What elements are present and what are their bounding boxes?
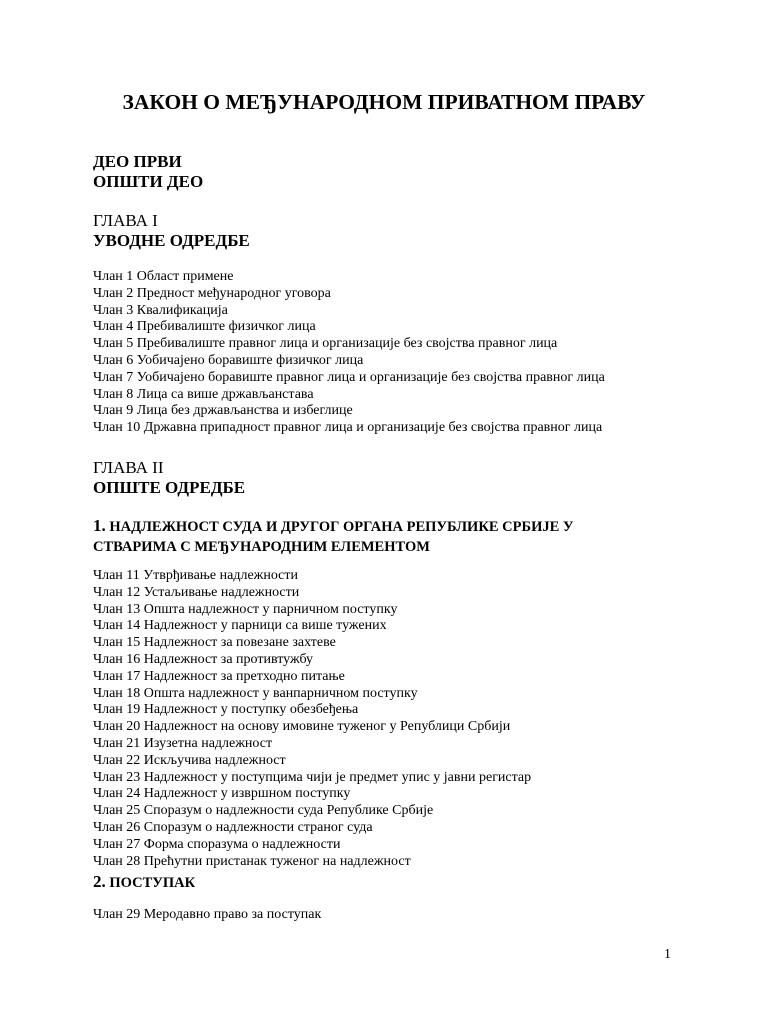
article-item: Члан 15 Надлежност за повезане захтеве	[93, 635, 336, 651]
article-item: Члан 17 Надлежност за претходно питање	[93, 668, 345, 684]
article-item: Члан 5 Пребивалиште правног лица и организације без својства правног лица	[93, 336, 558, 352]
article-item: Члан 16 Надлежност за противтужбу	[93, 651, 314, 667]
article-item: Члан 26 Споразум о надлежности страног суда	[93, 819, 373, 835]
article-item: Члан 10 Државна припадност правног лица и организације без својства правног лица	[93, 420, 603, 436]
section-2-article-list	[93, 907, 321, 924]
section-2-number: 2.	[93, 872, 106, 891]
article-item: Члан 11 Утврђивање надлежности	[93, 568, 299, 583]
section-1-number: 1.	[93, 516, 106, 535]
article-item: Члан 20 Надлежност на основу имовине туженог у Републици Србији	[93, 719, 511, 735]
section-1-title-line-2: СТВАРИМА С МЕЂУНАРОДНИМ ЕЛЕМЕНТОМ	[93, 539, 430, 555]
chapter-2-label: ГЛАВА II	[93, 458, 164, 477]
article-item: Члан 24 Надлежност у извршном поступку	[93, 786, 351, 802]
section-1-title-first: НАДЛЕЖНОСТ СУДА И ДРУГОГ ОРГАНА РЕПУБЛИКЕ СРБИЈЕ У	[109, 519, 574, 535]
chapter-1-name: УВОДНЕ ОДРЕДБЕ	[93, 231, 250, 250]
article-item: Члан 3 Квалификација	[93, 302, 228, 318]
section-1-heading	[93, 516, 693, 557]
section-1-title-line-1	[93, 516, 693, 537]
article-item: Члан 21 Изузетна надлежност	[93, 735, 273, 751]
article-item: Члан 2 Предност међународног уговора	[93, 285, 331, 301]
chapter-1-article-list	[93, 269, 605, 437]
article-item: Члан 22 Искључива надлежност	[93, 752, 286, 768]
section-2-title: ПОСТУПАК	[109, 875, 196, 891]
article-item: Члан 8 Лица са више држављанстава	[93, 386, 314, 402]
article-item: Члан 23 Надлежност у поступцима чији је предмет упис у јавни регистар	[93, 769, 532, 785]
part-name: ОПШТИ ДЕО	[93, 172, 204, 191]
page-number: 1	[664, 947, 671, 962]
document-title: ЗАКОН О МЕЂУНАРОДНОМ ПРИВАТНОМ ПРАВУ	[122, 90, 646, 114]
article-item: Члан 13 Општа надлежност у парничном поступку	[93, 601, 398, 617]
article-item: Члан 27 Форма споразума о надлежности	[93, 836, 341, 852]
section-2-heading	[93, 872, 693, 893]
article-item: Члан 29 Меродавно право за поступак	[93, 907, 322, 922]
article-item: Члан 18 Општа надлежност у ванпарничном поступку	[93, 685, 418, 701]
article-item: Члан 6 Уобичајено боравиште физичког лица	[93, 352, 364, 368]
article-item: Члан 28 Прећутни пристанак туженог на надлежност	[93, 853, 411, 869]
article-item: Члан 9 Лица без држављанства и избеглице	[93, 403, 353, 419]
article-item: Члан 4 Пребивалиште физичког лица	[93, 319, 316, 335]
article-item: Члан 7 Уобичајено боравиште правног лица и организације без својства правног лица	[93, 369, 605, 385]
section-1-article-list	[93, 568, 531, 870]
part-label: ДЕО ПРВИ	[93, 152, 182, 171]
article-item: Члан 19 Надлежност у поступку обезбеђења	[93, 702, 359, 718]
article-item: Члан 1 Област примене	[93, 269, 234, 284]
article-item: Члан 12 Устаљивање надлежности	[93, 584, 300, 600]
chapter-2-name: ОПШТЕ ОДРЕДБЕ	[93, 478, 246, 497]
article-item: Члан 14 Надлежност у парници са више тужених	[93, 618, 387, 634]
article-item: Члан 25 Споразум о надлежности суда Републике Србије	[93, 803, 434, 819]
chapter-1-label: ГЛАВА I	[93, 211, 158, 230]
